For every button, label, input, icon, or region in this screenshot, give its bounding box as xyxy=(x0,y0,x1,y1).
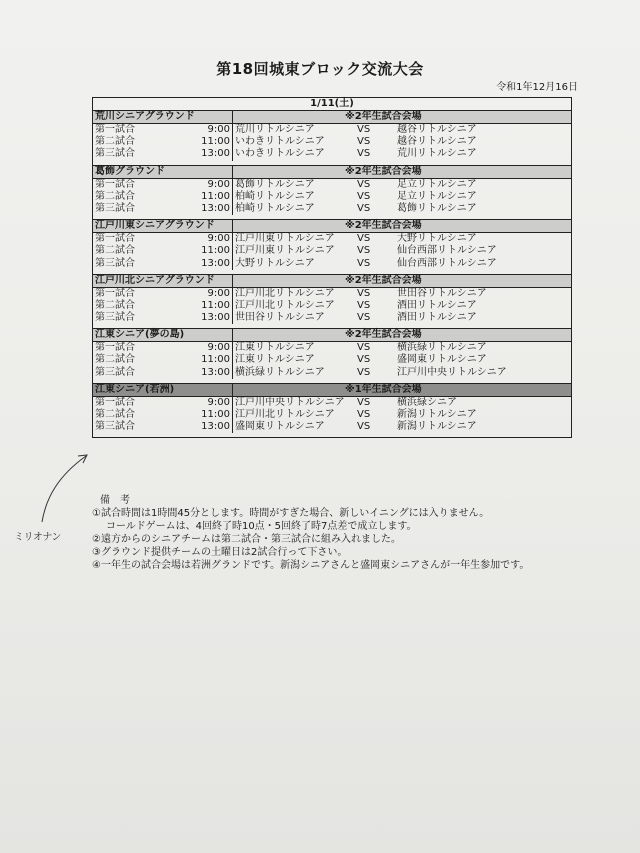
game-time: 9:00 xyxy=(173,233,233,245)
game-label: 第三試合 xyxy=(95,257,135,269)
home-team: 荒川リトルシニア xyxy=(235,124,315,135)
venue-name: 江戸川東シニアグラウンド xyxy=(93,220,233,232)
game-time: 13:00 xyxy=(173,367,233,379)
vs-label: VS xyxy=(357,287,371,299)
game-row xyxy=(93,397,571,409)
away-team: 江戸川中央リトルシニア xyxy=(397,366,507,378)
venue-block xyxy=(93,219,571,274)
home-team: 大野リトルシニア xyxy=(235,257,315,269)
schedule-table xyxy=(92,97,572,438)
venue-header xyxy=(93,329,571,342)
game-label: 第二試合 xyxy=(95,245,135,257)
game-label: 第二試合 xyxy=(95,409,135,420)
note-line-5: ④一年生の試合会場は若洲グランドです。新潟シニアさんと盛岡東シニアさんが一年生参加です。 xyxy=(92,560,530,571)
game-time: 11:00 xyxy=(173,300,233,312)
notes-section xyxy=(92,494,529,572)
away-team: 新潟リトルシニア xyxy=(397,421,477,433)
vs-label: VS xyxy=(357,366,371,378)
game-row xyxy=(93,136,571,148)
note-line-1: ①試合時間は1時間45分とします。時間がすぎた場合、新しいイニングには入りません。 xyxy=(92,508,490,519)
game-label: 第一試合 xyxy=(95,124,135,135)
venue-name: 江東シニア(夢の島) xyxy=(93,329,233,341)
home-team: 江戸川北リトルシニア xyxy=(235,409,335,420)
game-time: 11:00 xyxy=(173,136,233,148)
home-team: 盛岡東リトルシニア xyxy=(235,421,325,433)
game-time: 9:00 xyxy=(173,342,233,354)
home-team: 横浜緑リトルシニア xyxy=(235,366,325,378)
venue-block xyxy=(93,111,571,165)
game-row xyxy=(93,342,571,354)
game-row xyxy=(93,288,571,300)
away-team: 荒川リトルシニア xyxy=(397,148,477,160)
venue-header xyxy=(93,220,571,233)
vs-label: VS xyxy=(357,178,371,190)
venue-note: ※1年生試合会場 xyxy=(345,383,422,395)
venue-note: ※2年生試合会場 xyxy=(345,329,422,341)
away-team: 盛岡東リトルシニア xyxy=(397,354,487,366)
vs-label: VS xyxy=(357,233,371,245)
game-label: 第一試合 xyxy=(95,287,135,299)
venue-header xyxy=(93,166,571,179)
home-team: 葛飾リトルシニア xyxy=(235,178,315,190)
vs-label: VS xyxy=(357,421,371,433)
away-team: 酒田リトルシニア xyxy=(397,312,477,324)
away-team: 葛飾リトルシニア xyxy=(397,202,477,214)
game-row xyxy=(93,312,571,324)
away-team: 仙台西部リトルシニア xyxy=(397,245,497,257)
venue-name: 葛飾グラウンド xyxy=(93,166,233,178)
home-team: 江東リトルシニア xyxy=(235,354,315,366)
vs-label: VS xyxy=(357,312,371,324)
vs-label: VS xyxy=(357,190,371,202)
game-time: 9:00 xyxy=(173,397,233,409)
away-team: 仙台西部リトルシニア xyxy=(397,257,497,269)
vs-label: VS xyxy=(357,257,371,269)
venue-note: ※2年生試合会場 xyxy=(345,111,422,122)
game-time: 13:00 xyxy=(173,203,233,215)
game-row xyxy=(93,124,571,136)
vs-label: VS xyxy=(357,136,371,148)
venue-note: ※2年生試合会場 xyxy=(345,165,422,177)
document-title: 第18回城東ブロック交流大会 xyxy=(216,60,424,78)
game-time: 13:00 xyxy=(173,312,233,324)
vs-label: VS xyxy=(357,245,371,257)
game-time: 11:00 xyxy=(173,191,233,203)
game-label: 第三試合 xyxy=(95,312,135,324)
vs-label: VS xyxy=(357,396,371,408)
vs-label: VS xyxy=(357,354,371,366)
home-team: 世田谷リトルシニア xyxy=(235,312,325,324)
game-row xyxy=(93,409,571,421)
document-date: 令和1年12月16日 xyxy=(496,82,578,93)
home-team: 江戸川東リトルシニア xyxy=(235,245,335,257)
game-label: 第二試合 xyxy=(95,299,135,311)
game-time: 9:00 xyxy=(173,179,233,191)
game-row xyxy=(93,421,571,433)
vs-label: VS xyxy=(357,409,371,420)
home-team: 柏崎リトルシニア xyxy=(235,190,315,202)
vs-label: VS xyxy=(357,342,371,354)
note-line-2: コールドゲームは、4回終了時10点・5回終了時7点差で成立します。 xyxy=(106,521,417,532)
home-team: 江戸川中央リトルシニア xyxy=(235,396,345,408)
away-team: 横浜緑シニア xyxy=(397,396,457,408)
game-time: 13:00 xyxy=(173,258,233,270)
home-team: いわきリトルシニア xyxy=(235,148,325,160)
game-time: 13:00 xyxy=(173,421,233,433)
home-team: 江戸川北リトルシニア xyxy=(235,287,335,299)
away-team: 酒田リトルシニア xyxy=(397,299,477,311)
game-row xyxy=(93,245,571,257)
game-time: 11:00 xyxy=(173,409,233,421)
vs-label: VS xyxy=(357,202,371,214)
venue-name: 荒川シニアグラウンド xyxy=(93,111,233,123)
venue-header xyxy=(93,384,571,397)
game-label: 第一試合 xyxy=(95,342,135,354)
game-time: 13:00 xyxy=(173,148,233,160)
away-team: 横浜緑リトルシニア xyxy=(397,342,487,354)
venue-list xyxy=(93,111,571,437)
away-team: 新潟リトルシニア xyxy=(397,409,477,420)
game-row xyxy=(93,179,571,191)
game-time: 11:00 xyxy=(173,245,233,257)
venue-name: 江東シニア(若洲) xyxy=(93,384,233,396)
game-row xyxy=(93,354,571,366)
note-line-4: ③グラウンド提供チームの土曜日は2試合行って下さい。 xyxy=(92,547,348,558)
venue-block xyxy=(93,328,571,383)
away-team: 越谷リトルシニア xyxy=(397,124,477,135)
home-team: 江戸川北リトルシニア xyxy=(235,299,335,311)
game-label: 第二試合 xyxy=(95,190,135,202)
away-team: 足立リトルシニア xyxy=(397,178,477,190)
game-label: 第三試合 xyxy=(95,148,135,160)
home-team: 柏崎リトルシニア xyxy=(235,202,315,214)
game-time: 9:00 xyxy=(173,124,233,136)
game-row xyxy=(93,367,571,379)
venue-block xyxy=(93,383,571,438)
game-row xyxy=(93,203,571,215)
game-label: 第三試合 xyxy=(95,421,135,433)
home-team: いわきリトルシニア xyxy=(235,136,325,148)
venue-note: ※2年生試合会場 xyxy=(345,274,422,286)
venue-header xyxy=(93,111,571,124)
game-row xyxy=(93,258,571,270)
game-label: 第一試合 xyxy=(95,233,135,245)
game-row xyxy=(93,191,571,203)
game-label: 第三試合 xyxy=(95,202,135,214)
vs-label: VS xyxy=(357,124,371,135)
vs-label: VS xyxy=(357,299,371,311)
away-team: 足立リトルシニア xyxy=(397,190,477,202)
game-row xyxy=(93,148,571,160)
game-label: 第二試合 xyxy=(95,136,135,148)
note-line-3: ②遠方からのシニアチームは第二試合・第三試合に組み入れました。 xyxy=(92,534,401,545)
game-label: 第三試合 xyxy=(95,366,135,378)
game-label: 第一試合 xyxy=(95,396,135,408)
away-team: 世田谷リトルシニア xyxy=(397,287,487,299)
notes-heading: 備 考 xyxy=(100,495,130,506)
game-row xyxy=(93,300,571,312)
vs-label: VS xyxy=(357,148,371,160)
game-row xyxy=(93,233,571,245)
handwritten-note: ミリオナン xyxy=(14,532,61,543)
game-time: 9:00 xyxy=(173,288,233,300)
away-team: 越谷リトルシニア xyxy=(397,136,477,148)
game-label: 第二試合 xyxy=(95,354,135,366)
handwritten-arrow-icon xyxy=(36,448,96,528)
game-label: 第一試合 xyxy=(95,178,135,190)
venue-note: ※2年生試合会場 xyxy=(345,220,422,232)
venue-block xyxy=(93,165,571,220)
day-header: 1/11(土) xyxy=(93,98,571,111)
home-team: 江東リトルシニア xyxy=(235,342,315,354)
away-team: 大野リトルシニア xyxy=(397,233,477,245)
venue-block xyxy=(93,274,571,329)
venue-name: 江戸川北シニアグラウンド xyxy=(93,275,233,287)
game-time: 11:00 xyxy=(173,354,233,366)
venue-header xyxy=(93,275,571,288)
home-team: 江戸川東リトルシニア xyxy=(235,233,335,245)
